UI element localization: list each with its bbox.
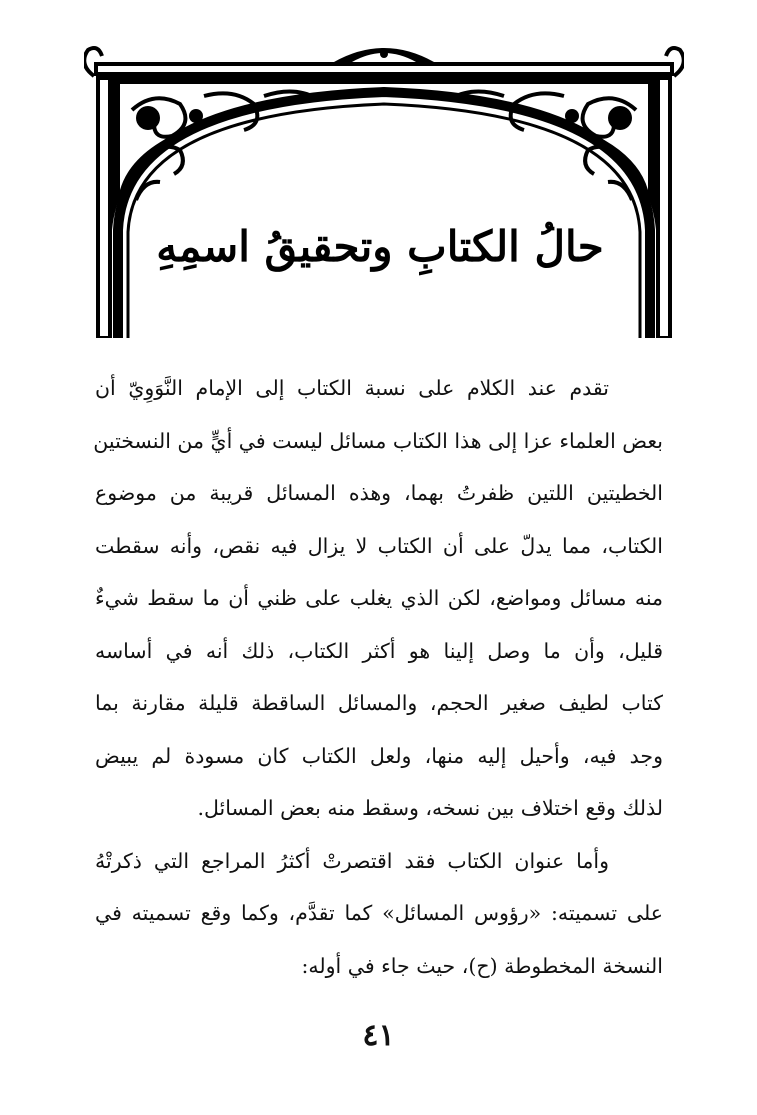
ornamental-arch-frame [84,40,684,340]
text-line: وجد فيه، وأحيل إليه منها، ولعل الكتاب كان مسودة لم يبيض [95,743,663,768]
paragraph [95,887,663,992]
paragraph [95,415,663,835]
text-line: بعض العلماء عزا إلى هذا الكتاب مسائل ليست في أيٍّ من النسختين [93,428,663,453]
chapter-title: حالُ الكتابِ وتحقيقُ اسمِهِ [156,222,604,271]
arch-ornament-icon [84,40,684,340]
text-line: على تسميته: «رؤوس المسائل» كما تقدَّم، وكما وقع تسميته في [95,901,663,925]
paragraph [95,362,663,415]
text-line: الخطيتين اللتين ظفرتُ بهما، وهذه المسائل قريبة من موضوع [95,481,663,505]
body-text [95,362,663,992]
text-line: منه مسائل ومواضع، لكن الذي يغلب على ظني أن ما سقط شيءٌ [95,586,663,610]
text-line: وأما عنوان الكتاب فقد اقتصرتْ أكثرُ المراجع التي ذكرتْهُ [95,848,609,873]
text-line: تقدم عند الكلام على نسبة الكتاب إلى الإمام النَّوَوِيّ أن [95,376,609,400]
text-line: النسخة المخطوطة (ح)، حيث جاء في أوله: [301,953,663,978]
page-number: ٤١ [362,1018,395,1053]
text-line: كتاب لطيف صغير الحجم، والمسائل الساقطة قليلة مقارنة بما [95,691,663,715]
text-line: قليل، وأن ما وصل إلينا هو أكثر الكتاب، ذلك أنه في أساسه [95,638,663,663]
text-line: الكتاب، مما يدلّ على أن الكتاب لا يزال فيه نقص، وأنه سقطت [95,533,663,558]
paragraph [95,835,663,888]
text-line: لذلك وقع اختلاف بين نسخه، وسقط منه بعض المسائل. [197,796,663,820]
